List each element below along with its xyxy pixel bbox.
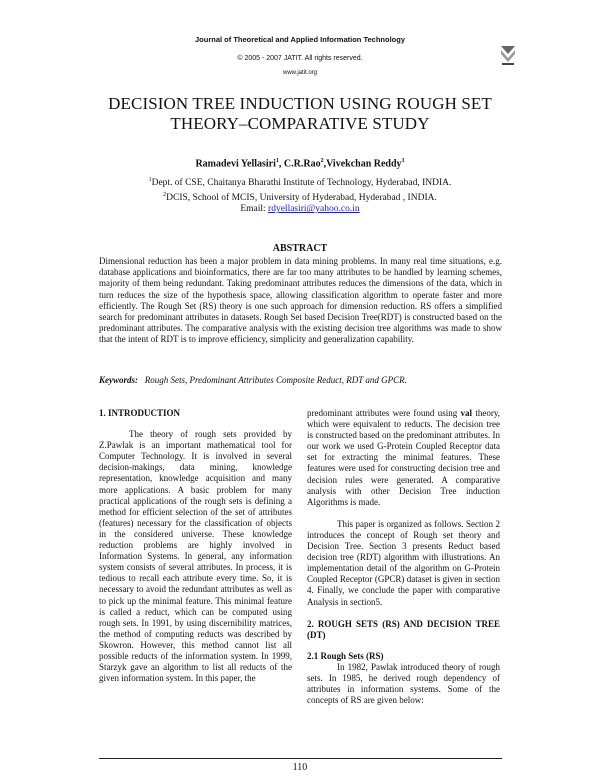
paper-title: [60, 94, 540, 134]
page-number: 110: [292, 762, 308, 773]
paragraph: This paper is organized as follows. Section 2 introduces the concept of Rough set theory and Decision Tree. Section 3 presents Reduct based decision tree (RDT) algorithm with illustrations. An implementation detail of the algorithm on G-Protein Coupled Receptor (GPCR) dataset is given in section 4. Finally, we conclude the paper with comparative Analysis in section5.: [307, 518, 500, 607]
paper-title-line-1: DECISION TREE INDUCTION USING ROUGH SET: [108, 94, 492, 113]
paragraph-text: predominant attributes were found using: [307, 408, 461, 418]
affiliation-sup: 1: [148, 177, 152, 183]
abstract-heading: ABSTRACT: [272, 243, 328, 254]
journal-url: www.jatit.org: [282, 70, 317, 76]
affiliation-text: Dept. of CSE, Chaitanya Bharathi Institute of Technology, Hyderabad, INDIA.: [151, 178, 452, 189]
author-name: ,Vivekchan Reddy: [323, 158, 402, 170]
author-affil-sup: 1: [275, 158, 279, 164]
abstract-text: Dimensional reduction has been a major problem in data mining problems. In many real time situations, e.g. database applications and bioinformatics, there are far too many attributes to be handled by learning schemes, majority of them being redundant. Taking predominant attributes reduces the dimensions of the data, which in turn reduces the size of the hypothesis space, allowing classification algorithm to operate faster and more efficiently. The Rough Set (RS) theory is one such approach for dimension reduction. RS offers a simplified search for predominant attributes in datasets. Rough Set based Decision Tree(RDT) is constructed based on the predominant attributes. The comparative analysis with the existing decision tree algorithms was made to show that the intent of RDT is to improve efficiency, simplicity and generalization capability.: [99, 256, 502, 345]
affiliation-text: DCIS, School of MCIS, University of Hyderabad, Hyderabad , INDIA.: [166, 192, 437, 203]
keywords-label: Keywords:: [99, 375, 138, 385]
left-column: [99, 408, 292, 684]
paper-title-line-2: THEORY–COMPARATIVE STUDY: [170, 114, 430, 133]
section-heading: 1. INTRODUCTION: [99, 408, 181, 418]
footer-rule: [99, 758, 502, 759]
email-line: [0, 204, 600, 216]
journal-logo-icon: [500, 44, 516, 66]
paragraph-text: theory, which were equivalent to reducts. The decision tree is constructed based on the predominant attributes. In our work we used G-Protein Coupled Receptor data set for extracting the minimal features. These features were used for constructing decision tree and decision rules were generated. A comparative analysis with other Decision Tree induction Algorithms is made.: [307, 408, 500, 507]
keywords-line: [99, 375, 502, 385]
author-affil-sup: 1: [401, 158, 405, 164]
email-label: Email:: [240, 204, 269, 215]
journal-name: Journal of Theoretical and Applied Information Technology: [194, 35, 405, 44]
email-link[interactable]: rdyellasiri@yahoo.co.in: [268, 204, 360, 215]
paragraph: The theory of rough sets provided by Z.Pawlak is an important mathematical tool for Computer Technology. It is involved in several decision-makings, data mining, knowledge representation, knowledge acquisition and many more applications. A basic problem for many practical applications of the rough sets is defining a method for efficient selection of the set of attributes (features) necessary for the classification of objects in the considered universe. These knowledge reduction problems are highly involved in Information Systems. In general, any information system consists of several attributes. In process, it is tedious to recall each attribute every time. So, it is necessary to avoid the redundant attributes as well as to pick up the minimal feature. This minimal feature is called a reduct, which can be computed using rough sets. In 1991, by using discernibility matrices, the method of computing reducts was described by Skowron. However, this method cannot list all possible reducts of the information system. In 1999, Starzyk gave an algorithm to list all reducts of the given information system. In this paper, the: [99, 429, 292, 684]
author-name: , C.R.Rao: [278, 158, 321, 170]
subsection-heading: 2.1 Rough Sets (RS): [307, 650, 384, 661]
affiliations: [0, 175, 600, 216]
author-list: [0, 158, 600, 169]
affiliation-1: [0, 175, 600, 190]
affiliation-sup: 2: [163, 191, 167, 198]
author-name: Ramadevi Yellasiri: [195, 158, 276, 170]
paragraph: [307, 408, 500, 508]
keywords-text: Rough Sets, Predominant Attributes Composite Reduct, RDT and GPCR.: [144, 375, 407, 385]
paragraph-bold: val: [460, 408, 473, 418]
affiliation-2: [0, 190, 600, 205]
section-heading: 2. ROUGH SETS (RS) AND DECISION TREE (DT): [307, 618, 500, 640]
paragraph: In 1982, Pawlak introduced theory of rough sets. In 1985, he derived rough dependency of attributes in information systems. Some of the concepts of RS are given below:: [307, 661, 500, 706]
author-affil-sup: 2: [320, 158, 324, 164]
copyright-line: © 2005 - 2007 JATIT. All rights reserved.: [237, 55, 363, 62]
right-column: [307, 408, 500, 706]
